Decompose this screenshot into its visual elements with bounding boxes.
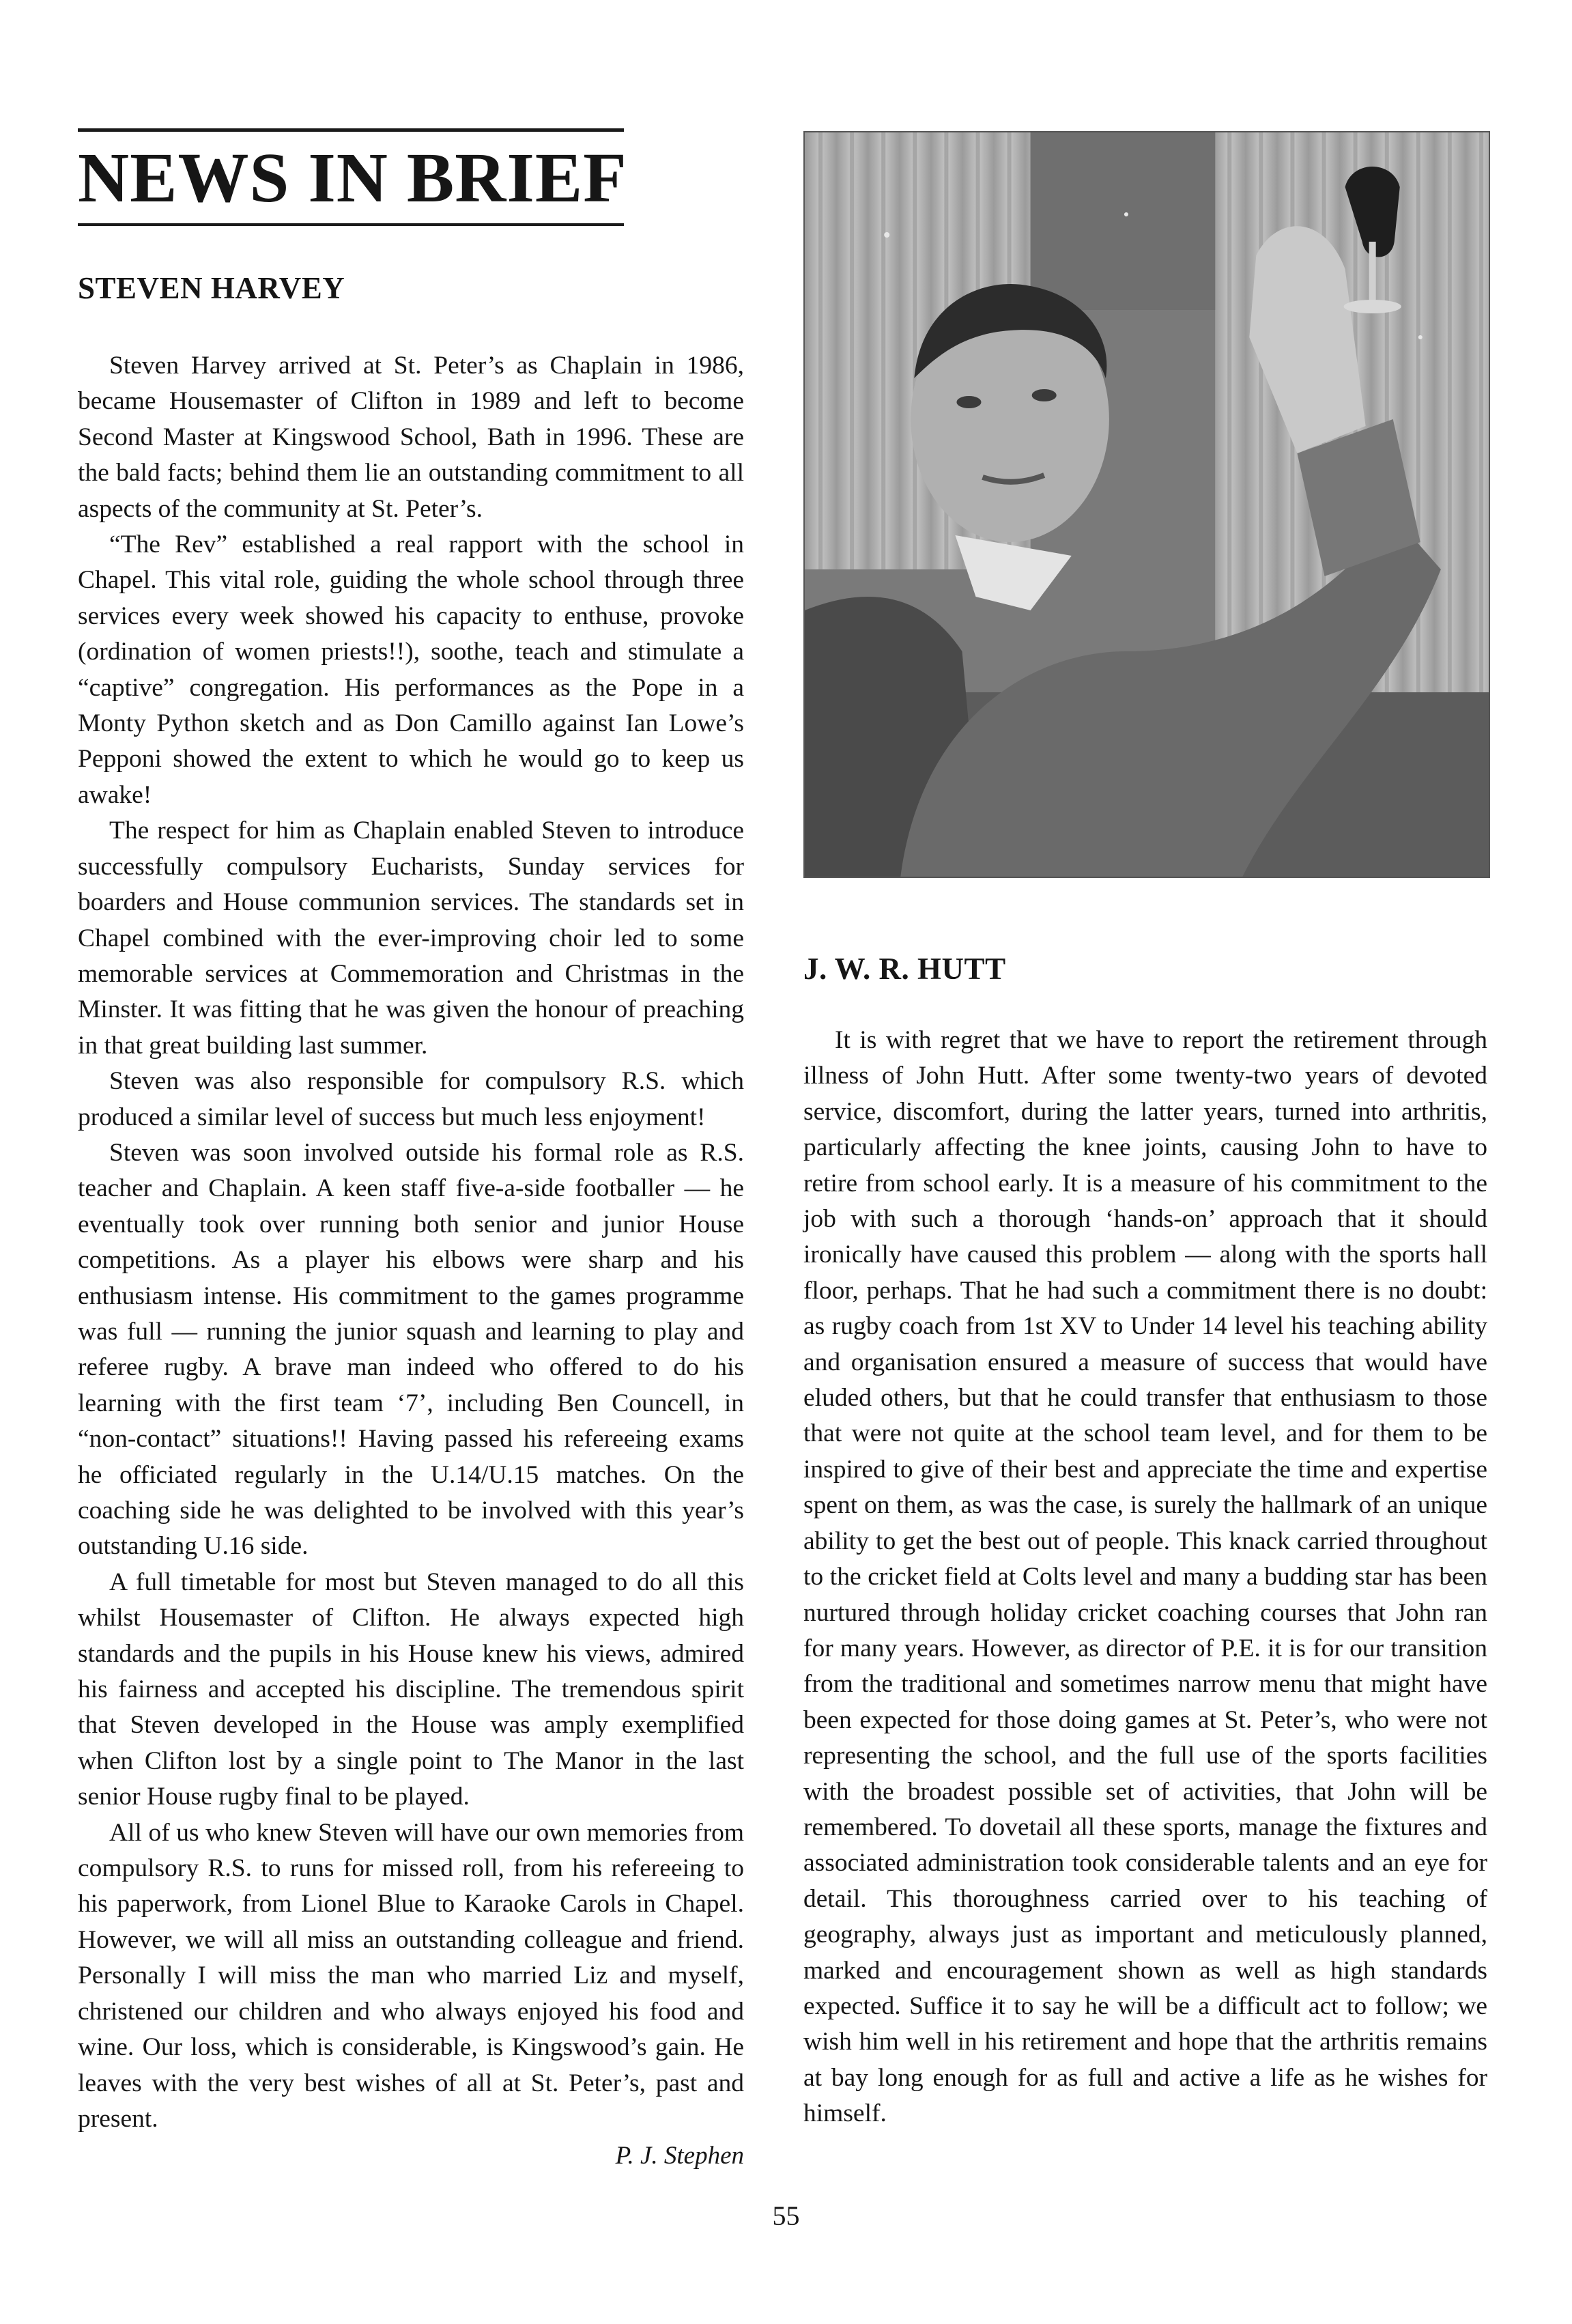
masthead-top-rule [78,128,624,132]
article-paragraph: Steven was soon involved outside his formal role as R.S. teacher and Chaplain. A keen staff five-a-side footballer — he eventually took over running both senior and junior House competitions. As a player his elbows were sharp and his enthusiasm intense. His commitment to the games programme was full — running the junior squash and learning to play and referee rugby. A brave man indeed who offered to do his learning with the first team ‘7’, including Ben Councell, in “non-contact” situations!! Having passed his refereeing exams he officiated regularly in the U.14/U.15 matches. On the coaching side he was delighted to be involved with this year’s outstanding U.16 side. [78,1138,744,1561]
article-paragraph: A full timetable for most but Steven managed to do all this whilst Housemaster of Clifton. He always expected high standards and the pupils in his House knew his views, admired his fairness and accepted his discipline. The tremendous spirit that Steven developed in the House was amply exemplified when Clifton lost by a single point to The Manor in the last senior House rugby final to be played. [78,1568,744,1811]
article-steven-harvey [78,348,744,2174]
masthead [78,128,627,226]
article-paragraph: All of us who knew Steven will have our own memories from compulsory R.S. to runs for missed roll, from his refereeing to his paperwork, from Lionel Blue to Karaoke Carols in Chapel. However, we will all miss an outstanding colleague and friend. Personally I will miss the man who married Liz and myself, christened our children and who always enjoyed his food and wine. Our loss, which is considerable, is Kingswood’s gain. He leaves with the very best wishes of all at St. Peter’s, past and present. [78,1818,744,2133]
article-paragraph: The respect for him as Chaplain enabled Steven to introduce successfully compulsory Eucharists, Sunday services for boarders and House communion services. The standards set in Chapel combined with the ever-improving choir led to some memorable services at Commemoration and Christmas in the Minster. It was fitting that he was given the honour of preaching in that great building last summer. [78,817,744,1060]
article-heading-steven-harvey: STEVEN HARVEY [78,271,345,305]
article-paragraph: It is with regret that we have to report the retirement through illness of John Hutt. After some twenty-two years of devoted service, discomfort, during the latter years, turned into arthritis, particularly affecting the knee joints, causing John to have to retire from school early. It is a measure of his commitment to the job with such a thorough ‘hands-on’ approach that it should ironically have caused this problem — along with the sports hall floor, perhaps. That he had such a commitment there is no doubt: as rugby coach from 1st XV to Under 14 level his teaching ability and organisation ensured a measure of success that would have eluded others, but that he could transfer that enthusiasm to those that were not quite at the school team level, and for them to be inspired to give of their best and appreciate the time and expertise spent on them, as was the case, is surely the hallmark of an unique ability to get the best out of people. This knack carried throughout to the cricket field at Colts level and many a budding star has been nurtured through holiday cricket coaching courses that John ran for many years. However, as director of P.E. it is for our transition from the traditional and sometimes narrow menu that might have been expected for those doing games at St. Peter’s, who were not representing the school, and the full use of the sports facilities with the broadest possible set of activities, that John will be remembered. To dovetail all these sports, manage the fixtures and associated administration took considerable talents and an eye for detail. This thoroughness carried over to his teaching of geography, always just as important and meticulously planned, marked and encouragement shown as well as high standards expected. Suffice it to say he will be a difficult act to follow; we wish him well in his retirement and hope that the arthritis remains at bay long enough for as full and active a life as he wishes for himself. [803,1026,1487,2128]
photo-illustration [805,132,1489,877]
page-title: NEWS IN BRIEF [78,139,627,217]
article-jwr-hutt [803,1023,1487,2132]
page-number: 55 [772,2200,800,2231]
article-paragraph: Steven was also responsible for compulsory R.S. which produced a similar level of success but much less enjoyment! [78,1067,744,1131]
article-paragraph: Steven Harvey arrived at St. Peter’s as Chaplain in 1986, became Housemaster of Clifton in 1989 and left to become Second Master at Kingswood School, Bath in 1996. These are the bald facts; behind them lie an outstanding commitment to all aspects of the community at St. Peter’s. [78,352,744,523]
article-heading-jwr-hutt: J. W. R. HUTT [803,952,1006,986]
portrait-photo [803,131,1490,878]
article-paragraph: “The Rev” established a real rapport with the school in Chapel. This vital role, guiding the whole school through three services every week showed his capacity to enthuse, provoke (ordination of women priests!!), soothe, teach and stimulate a “captive” congregation. His performances as the Pope in a Monty Python sketch and as Don Camillo against Ian Lowe’s Pepponi showed the extent to which he would go to keep us awake! [78,530,744,809]
masthead-bottom-rule [78,223,624,226]
author-signature: P. J. Stephen [615,2142,744,2170]
